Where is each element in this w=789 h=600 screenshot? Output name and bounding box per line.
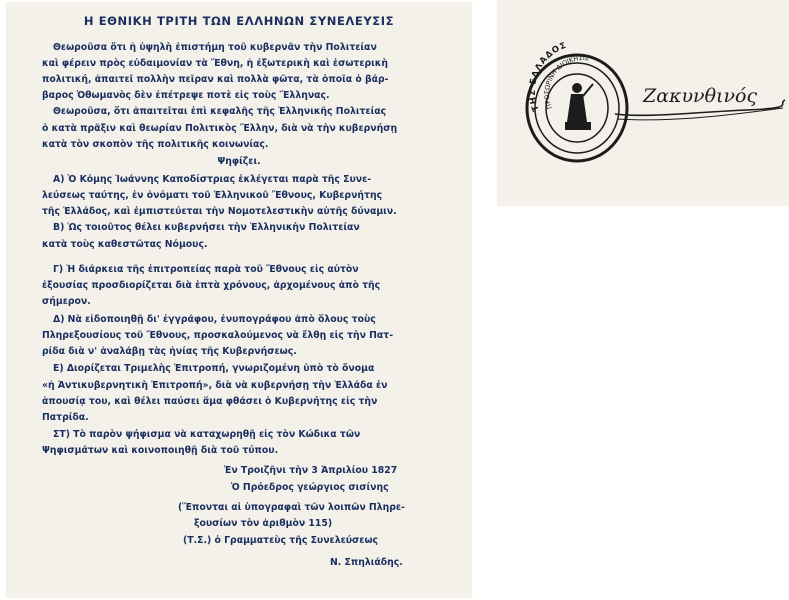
text-line: καὶ φέρειν πρὸς εὐδαιμονίαν τὰ Ἔθνη, ἡ ἐξωτερικὴ καὶ ἐσωτερικὴ — [42, 58, 389, 69]
text-line-heading: Ψηφίζει. — [217, 156, 261, 167]
text-line: Πληρεξουσίους τοῦ Ἔθνους, προσκαλούμενος νὰ ἔλθῃ εἰς τὴν Πατ- — [42, 330, 394, 341]
text-line: κατὰ τὸν σκοπὸν τῆς πολιτικῆς κοινωνίας. — [42, 139, 269, 150]
text-line: πολιτική, ἀπαιτεῖ πολλὴν πεῖραν καὶ πολλὰ φῶτα, τὰ ὁποῖα ὁ βάρ- — [42, 74, 389, 85]
date-line: Ἐν Τροιζῆνι τὴν 3 Ἀπριλίου 1827 — [224, 465, 398, 476]
text-line: Ε) Διορίζεται Τριμελὴς Ἐπιτροπή, γνωριζομένη ὑπὸ τὸ ὄνομα — [53, 363, 375, 374]
text-line: σήμερον. — [42, 296, 91, 307]
text-line: Β) Ὡς τοιοῦτος θέλει κυβερνήσει τὴν Ἑλληνικὴν Πολιτείαν — [53, 222, 360, 233]
president-line: Ὁ Πρόεδρος γεώργιος σισίνης — [231, 482, 389, 493]
text-line: τῆς Ἑλλάδος, καὶ ἐμπιστεύεται τὴν Νομοτελεστικὴν αὐτῆς δύναμιν. — [42, 206, 397, 217]
text-line: Θεωροῦσα, ὅτι ἀπαιτεῖται ἐπὶ κεφαλῆς τῆς Ἑλληνικῆς Πολιτείας — [53, 106, 387, 117]
text-line: Γ) Ἡ διάρκεια τῆς ἐπιτροπείας παρὰ τοῦ Ἔθνους εἰς αὐτὸν — [53, 264, 359, 275]
seal-outer-text: ΤΗΣ ΕΛΛΑΔΟΣ — [527, 40, 569, 113]
text-line: ἐξουσίας προσδιορίζεται διὰ ἑπτὰ χρόνους, ἀρχομένους ἀπὸ τῆς — [42, 280, 381, 291]
seal-inner-text: ΠΡΟΣΩΡΙΝΗ ΔΙΟΙΚΗΣΙΣ — [542, 54, 590, 111]
text-line: Πατρίδα. — [42, 412, 89, 423]
text-line: Α) Ὁ Κόμης Ἰωάννης Καποδίστριας ἐκλέγεται παρὰ τῆς Συνε- — [53, 174, 372, 185]
text-line: Θεωροῦσα ὅτι ἡ ὑψηλὴ ἐπιστήμη τοῦ κυβερνᾶν τὴν Πολιτείαν — [53, 42, 377, 53]
text-line: ρίδα διὰ ν' ἀναλάβῃ τὰς ἡνίας τῆς Κυβερνήσεως. — [42, 346, 297, 357]
signatures-note-line: ξουσίων τὸν ἀριθμὸν 115) — [194, 518, 333, 529]
text-line: ΣΤ) Τὸ παρὸν ψήφισμα νὰ καταχωρηθῇ εἰς τὸν Κώδικα τῶν — [53, 429, 361, 440]
text-line: «ἡ Ἀντικυβερνητικὴ Ἐπιτροπή», διὰ νὰ κυβερνήσῃ τὴν Ἑλλάδα ἐν — [42, 380, 388, 391]
text-line: Δ) Νὰ εἰδοποιηθῇ δι' ἐγγράφου, ἐνυπογράφου ἀπὸ ὅλους τοὺς — [53, 314, 376, 325]
handwritten-signature — [615, 85, 785, 120]
text-line: βαρος Ὀθωμανὸς δὲν ἐπέτρεψε ποτὲ εἰς τοὺς Ἕλληνας. — [42, 90, 330, 101]
seated-figure-icon — [565, 83, 593, 130]
text-line: λεύσεως ταύτης, ἐν ὀνόματι τοῦ Ἑλληνικοῦ Ἔθνους, Κυβερνήτης — [42, 190, 383, 201]
text-line: ἀπουσίᾳ του, καὶ θέλει παύσει ἅμα φθάσει ὁ Κυβερνήτης εἰς τὴν — [42, 396, 378, 407]
signature-text: Ζακυνθινός — [643, 85, 758, 107]
secretary-line: (Τ.Σ.) ὁ Γραμματεὺς τῆς Συνελεύσεως — [183, 535, 379, 546]
signatures-note-line: (Ἕπονται αἱ ὑπογραφαὶ τῶν λοιπῶν Πληρε- — [178, 502, 405, 513]
seal-svg — [497, 0, 789, 206]
secretary-name: Ν. Σπηλιάδης. — [330, 557, 403, 568]
text-line: κατὰ τοὺς καθεστῶτας Νόμους. — [42, 239, 208, 250]
text-line: ὁ κατὰ πρᾶξιν καὶ θεωρίαν Πολιτικὸς Ἕλλην, διὰ νὰ τὴν κυβερνήσῃ — [42, 123, 398, 134]
document-title: Η ΕΘΝΙΚΗ ΤΡΙΤΗ ΤΩΝ ΕΛΛΗΝΩΝ ΣΥΝΕΛΕΥΣΙΣ — [83, 14, 395, 28]
official-seal — [527, 40, 627, 161]
seal-signature-image — [497, 0, 789, 206]
text-line: Ψηφισμάτων καὶ κοινοποιηθῇ διὰ τοῦ τύπου. — [42, 445, 279, 456]
decree-document — [6, 2, 472, 598]
